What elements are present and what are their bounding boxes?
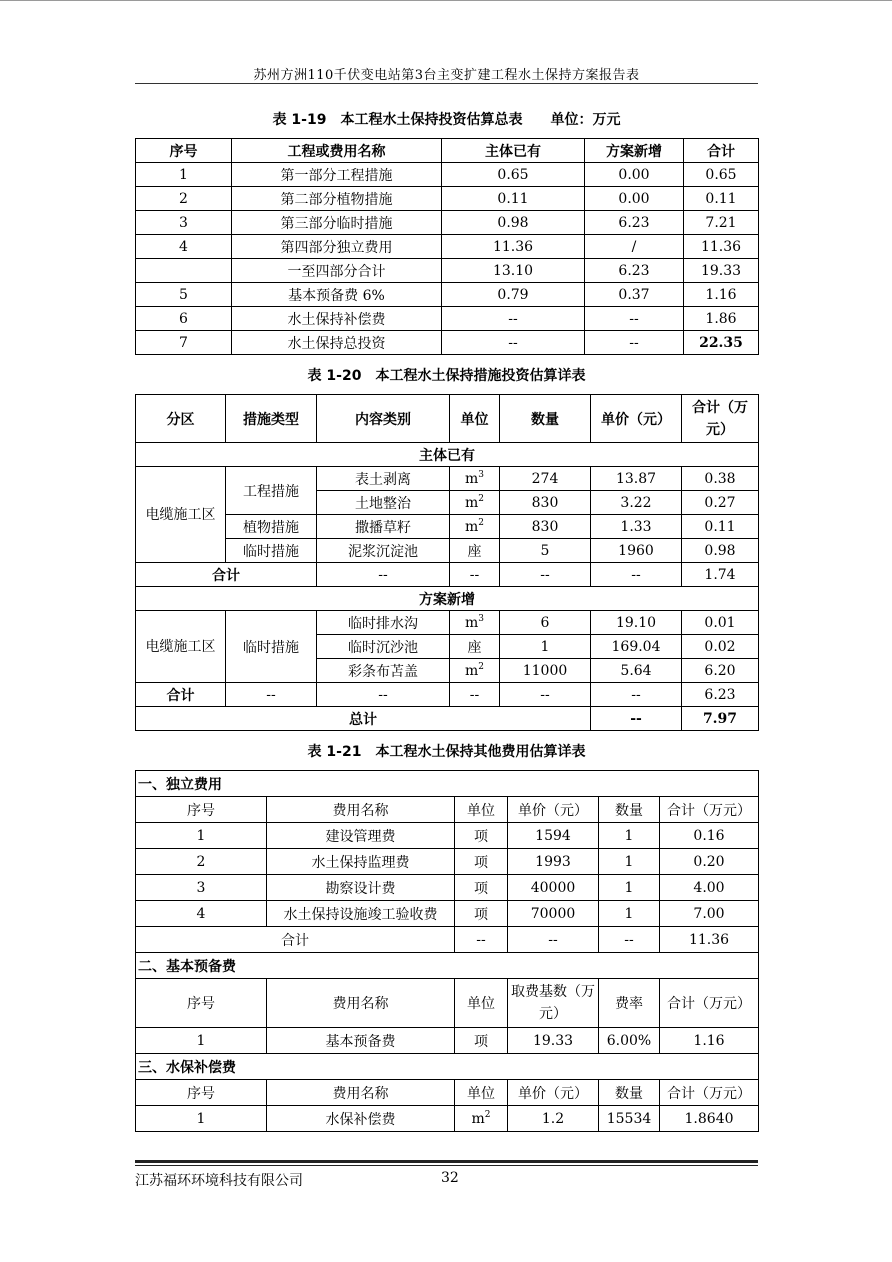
section-title: 三、水保补偿费 [136, 1054, 759, 1080]
header-cell: 方案新增 [585, 139, 684, 163]
header-cell: 分区 [136, 395, 226, 443]
table-cell: 1.2 [508, 1106, 599, 1132]
section-row [136, 771, 759, 797]
header-cell: 单价（元） [591, 395, 682, 443]
table-cell: 1.86 [684, 307, 759, 331]
header-cell: 单价（元） [508, 797, 599, 823]
table-cell: 5 [500, 539, 591, 563]
table-cell: 1594 [508, 823, 599, 849]
zone-cell: 电缆施工区 [136, 467, 226, 563]
section-row [136, 587, 759, 611]
table-cell: 水土保持设施竣工验收费 [267, 901, 455, 927]
measure-type-cell: 植物措施 [226, 515, 317, 539]
table-cell: 建设管理费 [267, 823, 455, 849]
header-cell: 单位 [455, 1080, 508, 1106]
table-cell: 1.16 [660, 1028, 759, 1054]
table-cell: 项 [455, 901, 508, 927]
table-cell: 0.65 [442, 163, 585, 187]
table-cell: 830 [500, 515, 591, 539]
table-cell: 1 [136, 823, 267, 849]
table-cell: 临时沉沙池 [317, 635, 450, 659]
section-row [136, 953, 759, 979]
header-cell: 费用名称 [267, 979, 455, 1028]
table-cell: 水土保持监理费 [267, 849, 455, 875]
table-cell: 1960 [591, 539, 682, 563]
table-row [136, 235, 759, 259]
table-cell: 19.33 [684, 259, 759, 283]
table-cell: -- [317, 563, 450, 587]
table-row [136, 611, 759, 635]
table-cell: 15534 [599, 1106, 660, 1132]
table-cell: 一至四部分合计 [232, 259, 442, 283]
table-cell: 0.27 [682, 491, 759, 515]
table-cell: 7.00 [660, 901, 759, 927]
table-cell: -- [500, 683, 591, 707]
header-cell: 单位 [450, 395, 500, 443]
table-cell: 0.02 [682, 635, 759, 659]
header-cell: 序号 [136, 979, 267, 1028]
table-cell: 1 [599, 875, 660, 901]
unit-cell: 座 [450, 539, 500, 563]
table-1-19 [135, 138, 759, 355]
section-row [136, 443, 759, 467]
grand-total-label: 总计 [136, 707, 591, 731]
table-cell: 6.20 [682, 659, 759, 683]
table-cell: -- [508, 927, 599, 953]
table-cell: -- [226, 683, 317, 707]
table-cell: -- [442, 331, 585, 355]
subtotal-row [136, 927, 759, 953]
table-cell: 11000 [500, 659, 591, 683]
measure-type-cell: 临时措施 [226, 539, 317, 563]
table-cell: 11.36 [660, 927, 759, 953]
table-cell: 项 [455, 875, 508, 901]
header-cell: 合计 [684, 139, 759, 163]
header-cell: 单位 [455, 979, 508, 1028]
header-cell: 单价（元） [508, 1080, 599, 1106]
table-cell: 1.8640 [660, 1106, 759, 1132]
table-cell: 13.10 [442, 259, 585, 283]
table-1-20-caption: 表 1-20 本工程水土保持措施投资估算详表 [307, 368, 586, 384]
table-header-row [136, 395, 759, 443]
table-row [136, 823, 759, 849]
header-cell: 取费基数（万元） [508, 979, 599, 1028]
unit-cell: $m^3$ [450, 467, 500, 491]
table-cell: 5.64 [591, 659, 682, 683]
running-header: 苏州方洲110千伏变电站第3台主变扩建工程水土保持方案报告表 [253, 68, 640, 83]
table-header-row [136, 797, 759, 823]
section-title: 方案新增 [136, 587, 759, 611]
table-row [136, 1106, 759, 1132]
table-cell: 6.23 [585, 211, 684, 235]
table-cell: 撒播草籽 [317, 515, 450, 539]
unit-cell: $m^2$ [450, 491, 500, 515]
unit-cell: $m^3$ [450, 611, 500, 635]
table-cell: 基本预备费 6% [232, 283, 442, 307]
table-cell: 彩条布苫盖 [317, 659, 450, 683]
table-cell: 基本预备费 [267, 1028, 455, 1054]
subtotal-row [136, 683, 759, 707]
unit-cell: $m^2$ [450, 515, 500, 539]
table-cell: 1 [599, 823, 660, 849]
footer-rule [135, 1165, 758, 1166]
footer-company: 江苏福环环境科技有限公司 [135, 1173, 303, 1189]
table-row [136, 849, 759, 875]
table-cell: 0.01 [682, 611, 759, 635]
table-1-21-caption: 表 1-21 本工程水土保持其他费用估算详表 [307, 744, 586, 760]
table-cell: 1.33 [591, 515, 682, 539]
table-row [136, 163, 759, 187]
table-cell: 水保补偿费 [267, 1106, 455, 1132]
unit-cell: $m^2$ [450, 659, 500, 683]
table-cell: 1 [136, 163, 232, 187]
table-row [136, 259, 759, 283]
table-cell: 5 [136, 283, 232, 307]
table-cell: -- [450, 683, 500, 707]
table-cell: 4 [136, 901, 267, 927]
table-header-row [136, 139, 759, 163]
table-cell: 4 [136, 235, 232, 259]
table-row [136, 875, 759, 901]
table-cell: 项 [455, 1028, 508, 1054]
table-cell: 1 [599, 849, 660, 875]
table-cell: 40000 [508, 875, 599, 901]
table-cell: 1 [599, 901, 660, 927]
table-row [136, 187, 759, 211]
table-cell: 2 [136, 849, 267, 875]
table-row [136, 1028, 759, 1054]
header-cell: 序号 [136, 1080, 267, 1106]
table-cell: 0.16 [660, 823, 759, 849]
footer-rule [135, 1160, 758, 1163]
table-cell: 3 [136, 211, 232, 235]
header-cell: 合计（万元） [660, 1080, 759, 1106]
table-cell: -- [591, 707, 682, 731]
header-cell: 单位 [455, 797, 508, 823]
header-cell: 数量 [599, 1080, 660, 1106]
table-cell: 表土剥离 [317, 467, 450, 491]
table-cell: -- [585, 331, 684, 355]
header-cell: 序号 [136, 797, 267, 823]
header-cell: 费用名称 [267, 797, 455, 823]
table-cell: 169.04 [591, 635, 682, 659]
table-cell: 0.11 [684, 187, 759, 211]
table-cell: -- [500, 563, 591, 587]
section-row [136, 1054, 759, 1080]
table-cell: 0.20 [660, 849, 759, 875]
table-cell: 1 [136, 1106, 267, 1132]
table-cell: 0.79 [442, 283, 585, 307]
table-cell: 临时排水沟 [317, 611, 450, 635]
table-cell: -- [455, 927, 508, 953]
header-cell: 费用名称 [267, 1080, 455, 1106]
subtotal-label: 合计 [136, 927, 455, 953]
table-cell: 11.36 [684, 235, 759, 259]
header-cell: 数量 [599, 797, 660, 823]
table-cell: -- [599, 927, 660, 953]
table-cell: 1.74 [682, 563, 759, 587]
table-cell: 7 [136, 331, 232, 355]
table-cell: 0.00 [585, 163, 684, 187]
grand-total-row [136, 707, 759, 731]
measure-type-cell: 临时措施 [226, 611, 317, 683]
table-cell: -- [450, 563, 500, 587]
table-cell: 2 [136, 187, 232, 211]
unit-cell: $m^2$ [455, 1106, 508, 1132]
table-cell: -- [585, 307, 684, 331]
table-row [136, 211, 759, 235]
table-cell: 6.00% [599, 1028, 660, 1054]
subtotal-label: 合计 [136, 563, 317, 587]
table-cell: 0.37 [585, 283, 684, 307]
header-cell: 工程或费用名称 [232, 139, 442, 163]
page-number: 32 [441, 1170, 459, 1186]
table-cell: 4.00 [660, 875, 759, 901]
header-cell: 合计（万元） [660, 797, 759, 823]
table-row [136, 307, 759, 331]
table-row [136, 539, 759, 563]
table-cell: 1.16 [684, 283, 759, 307]
table-1-20 [135, 394, 759, 731]
table-cell: 泥浆沉淀池 [317, 539, 450, 563]
table-row [136, 515, 759, 539]
table-header-row [136, 1080, 759, 1106]
table-cell: 0.11 [442, 187, 585, 211]
table-cell: 19.10 [591, 611, 682, 635]
table-cell: -- [591, 563, 682, 587]
table-cell: 7.21 [684, 211, 759, 235]
table-cell: 11.36 [442, 235, 585, 259]
table-cell: 水土保持总投资 [232, 331, 442, 355]
header-rule [135, 83, 758, 84]
table-1-21 [135, 770, 759, 1132]
table-cell [136, 259, 232, 283]
table-cell: 勘察设计费 [267, 875, 455, 901]
header-cell: 主体已有 [442, 139, 585, 163]
table-1-19-caption: 表 1-19 本工程水土保持投资估算总表 单位：万元 [272, 112, 621, 128]
table-cell: 0.98 [682, 539, 759, 563]
table-row [136, 283, 759, 307]
table-cell: 3.22 [591, 491, 682, 515]
table-row [136, 901, 759, 927]
table-cell: 19.33 [508, 1028, 599, 1054]
table-cell: 6 [136, 307, 232, 331]
table-cell: 0.11 [682, 515, 759, 539]
table-cell: 0.65 [684, 163, 759, 187]
table-cell: 830 [500, 491, 591, 515]
grand-total-value: 7.97 [682, 707, 759, 731]
table-cell: 项 [455, 849, 508, 875]
header-cell: 措施类型 [226, 395, 317, 443]
section-title: 二、基本预备费 [136, 953, 759, 979]
total-investment-cell: 22.35 [684, 331, 759, 355]
table-cell: 274 [500, 467, 591, 491]
header-cell: 内容类别 [317, 395, 450, 443]
table-cell: 0.38 [682, 467, 759, 491]
table-cell: 70000 [508, 901, 599, 927]
table-cell: 第一部分工程措施 [232, 163, 442, 187]
table-cell: 项 [455, 823, 508, 849]
subtotal-label: 合计 [136, 683, 226, 707]
section-title: 主体已有 [136, 443, 759, 467]
table-header-row [136, 979, 759, 1028]
measure-type-cell: 工程措施 [226, 467, 317, 515]
table-cell: 3 [136, 875, 267, 901]
page-top-border [0, 0, 892, 1]
table-cell: 6.23 [682, 683, 759, 707]
table-cell: 0.98 [442, 211, 585, 235]
section-title: 一、独立费用 [136, 771, 759, 797]
table-cell: 0.00 [585, 187, 684, 211]
table-cell: -- [442, 307, 585, 331]
table-cell: 水土保持补偿费 [232, 307, 442, 331]
table-row [136, 467, 759, 491]
table-cell: 6.23 [585, 259, 684, 283]
header-cell: 序号 [136, 139, 232, 163]
table-row [136, 331, 759, 355]
header-cell: 数量 [500, 395, 591, 443]
header-cell: 费率 [599, 979, 660, 1028]
header-cell: 合计（万元） [682, 395, 759, 443]
table-cell: 13.87 [591, 467, 682, 491]
table-cell: 1 [500, 635, 591, 659]
zone-cell: 电缆施工区 [136, 611, 226, 683]
table-cell: 第三部分临时措施 [232, 211, 442, 235]
table-cell: 土地整治 [317, 491, 450, 515]
table-cell: 1 [136, 1028, 267, 1054]
table-cell: -- [591, 683, 682, 707]
table-cell: 第二部分植物措施 [232, 187, 442, 211]
table-cell: -- [317, 683, 450, 707]
table-cell: / [585, 235, 684, 259]
unit-cell: 座 [450, 635, 500, 659]
table-cell: 6 [500, 611, 591, 635]
table-cell: 1993 [508, 849, 599, 875]
table-cell: 第四部分独立费用 [232, 235, 442, 259]
header-cell: 合计（万元） [660, 979, 759, 1028]
subtotal-row [136, 563, 759, 587]
